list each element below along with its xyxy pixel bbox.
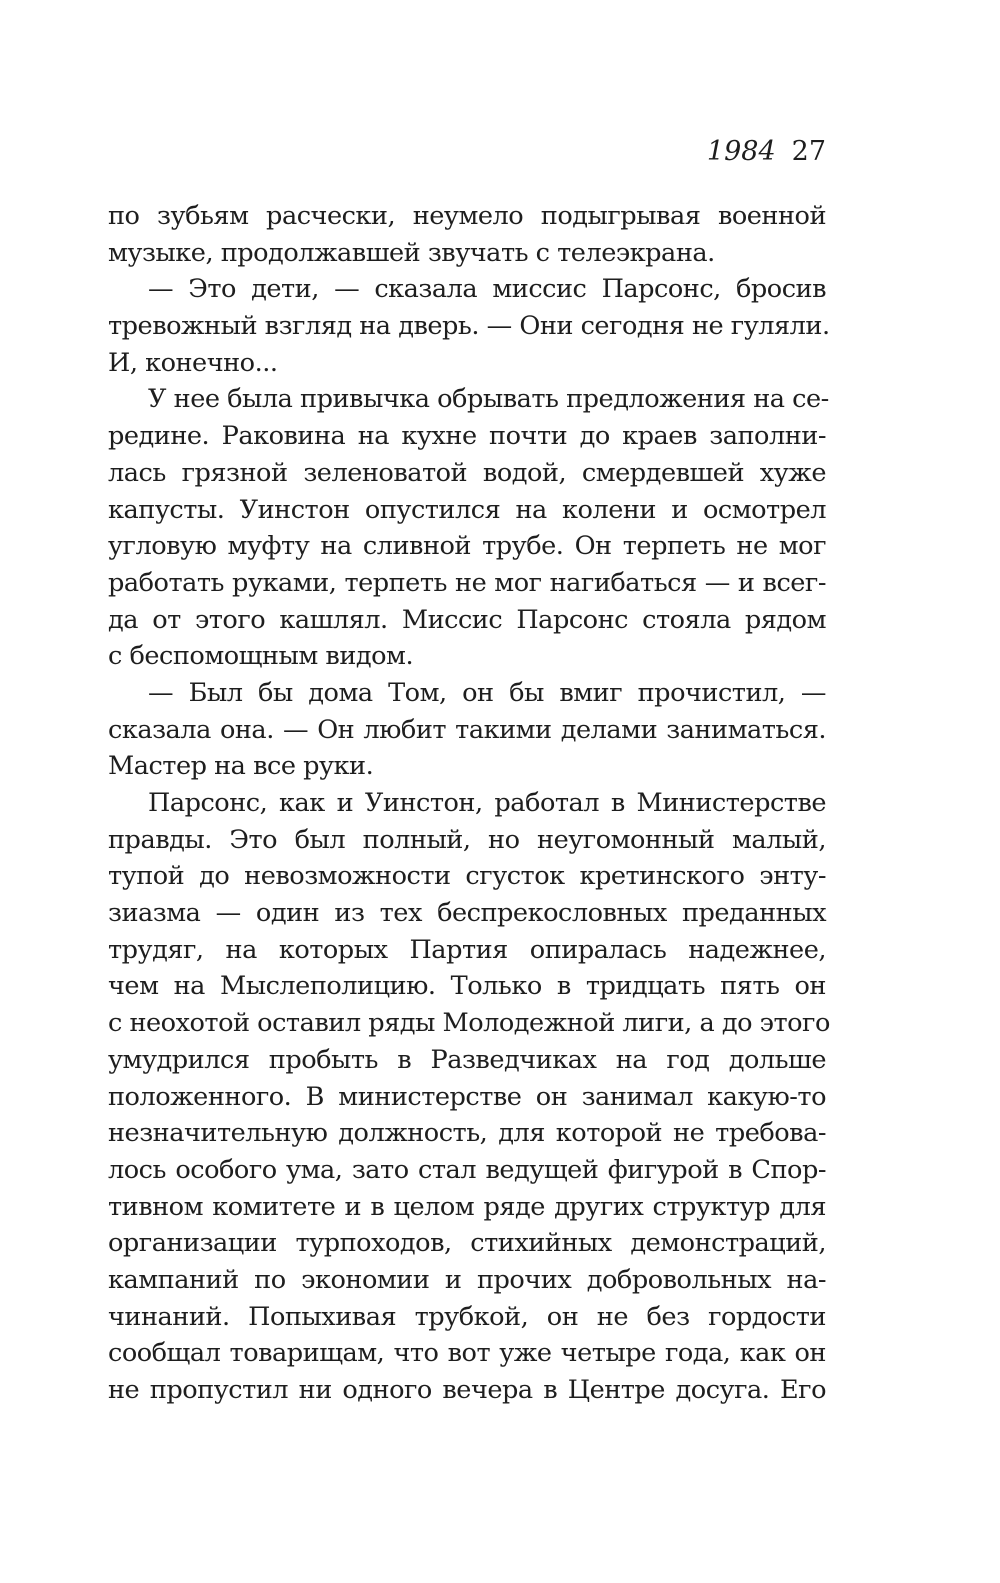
text-line: чем на Мыслеполицию. Только в тридцать пять он (108, 971, 826, 1002)
text-line: чинаний. Попыхивая трубкой, он не без гордости (108, 1301, 826, 1332)
page-number: 27 (791, 136, 826, 167)
text-line: кампаний по экономии и прочих добровольных на- (108, 1264, 826, 1295)
text-line: лось особого ума, зато стал ведущей фигурой в Спор- (108, 1154, 826, 1185)
text-line: да от этого кашлял. Миссис Парсонс стояла рядом (108, 604, 826, 635)
body-text (108, 198, 830, 1409)
text-line: трудяг, на которых Партия опиралась надежнее, (108, 934, 826, 965)
text-line: — Был бы дома Том, он бы вмиг прочистил, — (148, 677, 826, 708)
text-line: незначительную должность, для которой не требова- (108, 1118, 826, 1149)
text-line: по зубьям расчески, неумело подыгрывая военной (108, 201, 826, 231)
text-line: организации турпоходов, стихийных демонстраций, (108, 1228, 826, 1259)
book-title: 1984 (706, 136, 776, 167)
text-line: зиазма — один из тех беспрекословных преданных (108, 898, 826, 929)
text-line: с неохотой оставил ряды Молодежной лиги, а до этого (108, 1008, 830, 1039)
text-line: тревожный взгляд на дверь. — Они сегодня не гуляли. (108, 311, 830, 342)
text-line: Парсонс, как и Уинстон, работал в Министерстве (148, 788, 826, 818)
text-line: капусты. Уинстон опустился на колени и осмотрел (108, 494, 826, 525)
text-line: правды. Это был полный, но неугомонный малый, (108, 824, 826, 855)
text-line: редине. Раковина на кухне почти до краев заполни- (108, 421, 826, 452)
text-line: У нее была привычка обрывать предложения на се- (148, 384, 829, 415)
text-line: угловую муфту на сливной трубе. Он терпеть не мог (108, 531, 826, 562)
text-line: не пропустил ни одного вечера в Центре досуга. Его (108, 1375, 826, 1405)
text-line: музыке, продолжавшей звучать с телеэкрана. (108, 237, 715, 268)
running-head (707, 132, 826, 172)
text-line: И, конечно... (108, 347, 278, 378)
text-line: сообщал товарищам, что вот уже четыре года, как он (108, 1338, 826, 1369)
text-line: — Это дети, — сказала миссис Парсонс, бросив (148, 274, 826, 305)
text-line: с беспомощным видом. (108, 641, 414, 672)
text-line: умудрился пробыть в Разведчиках на год дольше (108, 1044, 826, 1075)
text-line: тупой до невозможности сгусток кретинского энту- (108, 861, 826, 892)
text-line: работать руками, терпеть не мог нагибаться — и всег- (108, 567, 826, 598)
text-line: лась грязной зеленоватой водой, смердевшей хуже (108, 457, 826, 488)
text-line: положенного. В министерстве он занимал какую-то (108, 1081, 826, 1112)
text-line: Мастер на все руки. (108, 751, 374, 782)
text-line: сказала она. — Он любит такими делами заниматься. (108, 714, 826, 745)
text-line: тивном комитете и в целом ряде других структур для (108, 1191, 826, 1222)
